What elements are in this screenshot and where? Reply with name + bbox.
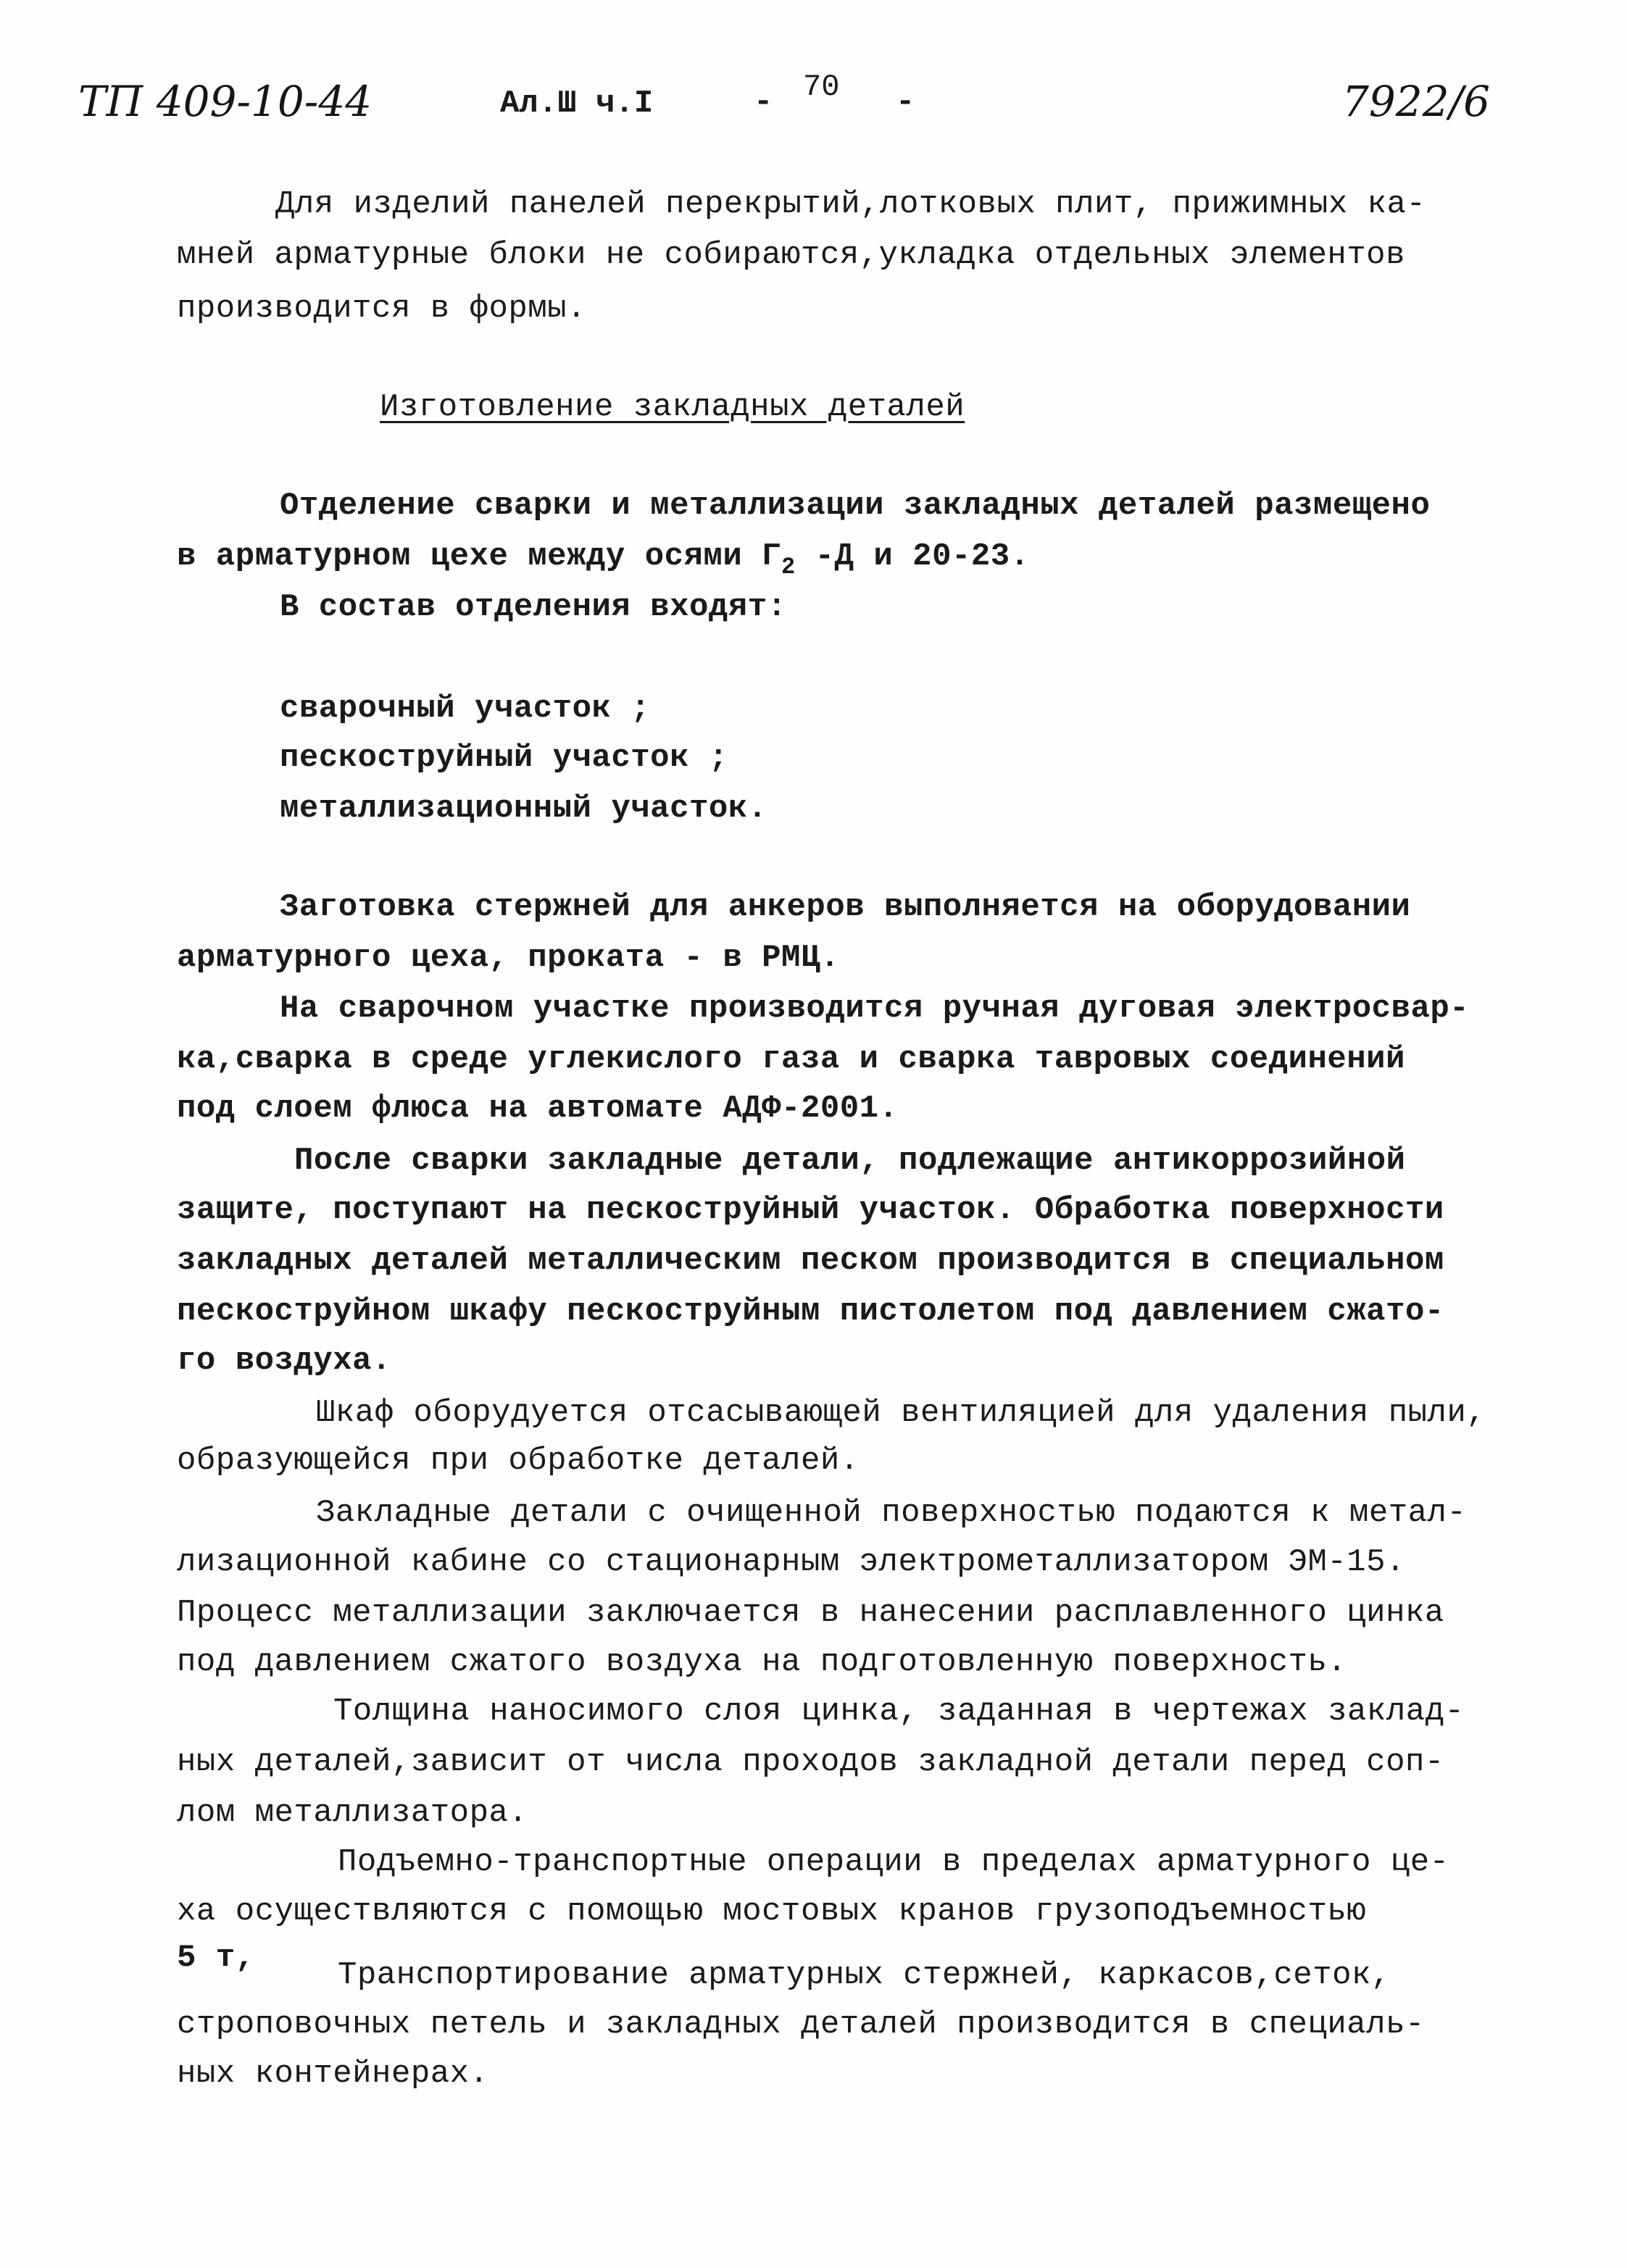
- page-number-dash-left: -: [754, 84, 773, 120]
- page-number-dash-right: -: [896, 84, 915, 120]
- paragraph-8-line-1: Толщина наносимого слоя цинка, заданная в чертежах заклад-: [333, 1693, 1465, 1730]
- paragraph-9-line-3-start: 5 т,: [177, 1940, 255, 1976]
- paragraph-7-line-1: Закладные детали с очищенной поверхностью подаются к метал-: [316, 1495, 1467, 1531]
- paragraph-5-line-5: го воздуха.: [177, 1343, 391, 1379]
- paragraph-4-line-1: На сварочном участке производится ручная дуговая электросвар-: [280, 991, 1470, 1027]
- project-code: ТП 409-10-44: [78, 77, 373, 126]
- paragraph-5-line-2: защите, поступают на пескоструйный участок. Обработка поверхности: [177, 1192, 1444, 1228]
- paragraph-7-line-4: под давлением сжатого воздуха на подготовленную поверхность.: [177, 1644, 1347, 1680]
- paragraph-2-line-1: Отделение сварки и металлизации закладных деталей размещено: [280, 488, 1431, 524]
- section-title: Изготовление закладных деталей: [380, 389, 965, 425]
- paragraph-9-line-2: ха осуществляются с помощью мостовых кранов грузоподъемностью: [177, 1893, 1367, 1930]
- paragraph-5-line-4: пескоструйном шкафу пескоструйным пистолетом под давлением сжато-: [177, 1293, 1444, 1330]
- paragraph-3-line-1: Заготовка стержней для анкеров выполняется на оборудовании: [280, 889, 1411, 925]
- paragraph-5-line-1: После сварки закладные детали, подлежащие антикоррозийной: [294, 1143, 1406, 1179]
- paragraph-1-line-1: Для изделий панелей перекрытий,лотковых плит, прижимных ка-: [275, 186, 1426, 222]
- list-item: сварочный участок ;: [280, 691, 651, 727]
- paragraph-9-line-1: Подъемно-транспортные операции в пределах арматурного це-: [338, 1844, 1449, 1880]
- paragraph-7-line-3: Процесс металлизации заключается в нанесении расплавленного цинка: [177, 1595, 1444, 1631]
- paragraph-8-line-3: лом металлизатора.: [177, 1795, 528, 1831]
- paragraph-5-line-3: закладных деталей металлическим песком производится в специальном: [177, 1243, 1444, 1279]
- paragraph-9-line-5: ных контейнерах.: [177, 2056, 489, 2092]
- list-item: металлизационный участок.: [280, 791, 767, 827]
- paragraph-2-line-2-end: -Д и 20-23.: [795, 538, 1030, 575]
- paragraph-3-line-2: арматурного цеха, проката - в РМЦ.: [177, 940, 840, 976]
- paragraph-4-line-3: под слоем флюса на автомате АДФ-2001.: [177, 1091, 899, 1127]
- document-number: 7922/6: [1342, 77, 1491, 126]
- album-reference: Ал.Ш ч.I: [500, 86, 654, 122]
- paragraph-9-line-3: Транспортирование арматурных стержней, каркасов,сеток,: [338, 1957, 1391, 1993]
- paragraph-2-line-3: В состав отделения входят:: [280, 589, 787, 625]
- paragraph-7-line-2: лизационной кабине со стационарным электрометаллизатором ЭМ-15.: [177, 1544, 1405, 1580]
- paragraph-8-line-2: ных деталей,зависит от числа проходов закладной детали перед соп-: [177, 1744, 1444, 1780]
- paragraph-2-line-2-text: в арматурном цехе между осями Г: [177, 538, 782, 575]
- list-item: пескоструйный участок ;: [280, 740, 728, 776]
- paragraph-1-line-2: мней арматурные блоки не собираются,укладка отдельных элементов: [177, 237, 1405, 273]
- page-number: 70: [803, 70, 840, 104]
- paragraph-9-line-4: строповочных петель и закладных деталей производится в специаль-: [177, 2006, 1425, 2043]
- paragraph-6-line-1: Шкаф оборудуется отсасывающей вентиляцией для удаления пыли,: [316, 1395, 1486, 1431]
- paragraph-1-line-3: производится в формы.: [177, 291, 586, 327]
- paragraph-4-line-2: ка,сварка в среде углекислого газа и сварка тавровых соединений: [177, 1041, 1405, 1077]
- paragraph-6-line-2: образующейся при обработке деталей.: [177, 1443, 860, 1479]
- paragraph-2-line-2: [177, 538, 1030, 580]
- axis-subscript: 2: [781, 554, 796, 580]
